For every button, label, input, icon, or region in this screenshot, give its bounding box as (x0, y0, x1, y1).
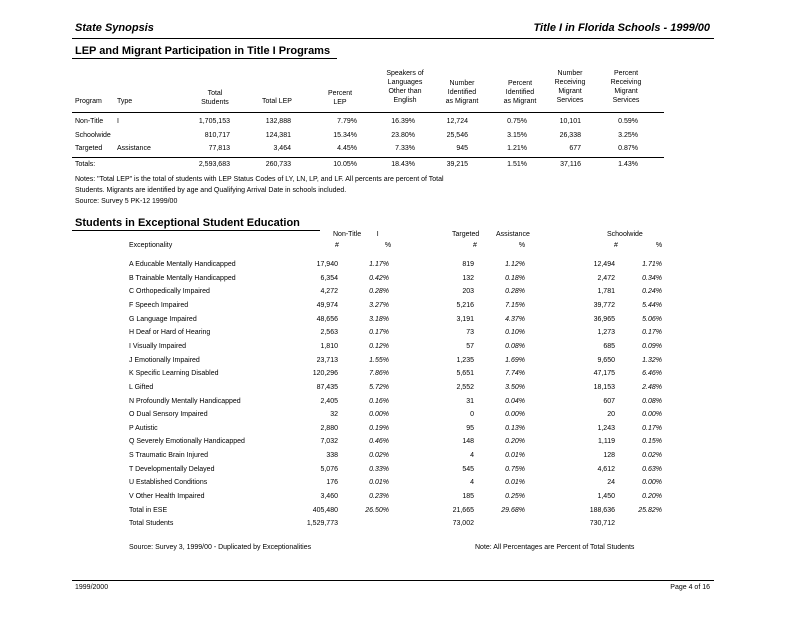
lep-cell-percent-identified: 0.75% (507, 118, 527, 125)
ese-row-targeted-number: 95 (466, 425, 474, 432)
ese-row-schoolwide-percent: 5.06% (642, 316, 662, 323)
ese-row-targeted-percent: 1.69% (505, 357, 525, 364)
ese-row-targeted-number: 73 (466, 329, 474, 336)
ese-row-nontitle-number: 2,880 (320, 425, 338, 432)
ese-total-students-targeted-number: 73,002 (452, 520, 474, 527)
ese-row-schoolwide-percent: 0.17% (642, 425, 662, 432)
ese-row-targeted-percent: 1.12% (505, 261, 525, 268)
col-percent-receiving-header: Percent Receiving Migrant Services (610, 70, 642, 104)
lep-source: Source: Survey 5 PK-12 1999/00 (75, 198, 178, 205)
ese-row-targeted-number: 5,216 (456, 302, 474, 309)
ese-percent-symbol: % (384, 242, 392, 249)
ese-row-nontitle-number: 7,032 (320, 438, 338, 445)
ese-row-nontitle-number: 176 (326, 479, 338, 486)
ese-row-targeted-number: 5,651 (456, 370, 474, 377)
ese-row-label: S Traumatic Brain Injured (129, 452, 208, 459)
ese-row-targeted-percent: 0.04% (505, 398, 525, 405)
ese-row-targeted-percent: 7.74% (505, 370, 525, 377)
ese-row-schoolwide-number: 685 (603, 343, 615, 350)
col-percent-identified-header: Percent Identified as Migrant (503, 80, 537, 105)
ese-row-targeted-number: 1,235 (456, 357, 474, 364)
header-rule (72, 38, 714, 39)
lep-cell-speakers: 7.33% (395, 145, 415, 152)
col-total-lep-header: Total LEP (262, 98, 292, 105)
ese-row-targeted-percent: 0.00% (505, 411, 525, 418)
lep-cell-number-receiving: 677 (569, 145, 581, 152)
lep-cell-total-lep: 124,381 (265, 132, 291, 139)
lep-section-title: LEP and Migrant Participation in Title I Programs (75, 45, 331, 57)
lep-cell-number-identified: 25,546 (446, 132, 468, 139)
col-program-header: Program (75, 98, 102, 105)
lep-cell-percent-lep: 15.34% (333, 132, 357, 139)
ese-row-label: T Developmentally Delayed (129, 466, 215, 473)
lep-totals-total-lep: 260,733 (265, 161, 291, 168)
ese-row-targeted-number: 4 (470, 479, 474, 486)
lep-cell-total: 810,717 (204, 132, 230, 139)
ese-row-targeted-percent: 4.37% (505, 316, 525, 323)
ese-row-nontitle-number: 6,354 (320, 275, 338, 282)
ese-total-students-label: Total Students (129, 520, 174, 527)
col-speakers-header: Speakers of Languages Other than English (386, 70, 424, 104)
lep-cell-program: Non-Title (75, 118, 104, 125)
ese-group-targeted: Targeted (452, 231, 480, 238)
ese-row-schoolwide-number: 1,119 (598, 438, 615, 445)
lep-cell-percent-receiving: 0.87% (618, 145, 638, 152)
ese-row-schoolwide-percent: 1.71% (642, 261, 662, 268)
lep-cell-speakers: 16.39% (391, 118, 415, 125)
ese-row-targeted-number: 545 (462, 466, 474, 473)
lep-cell-total-lep: 3,464 (273, 145, 291, 152)
ese-row-label: O Dual Sensory Impaired (129, 411, 208, 418)
ese-row-nontitle-number: 120,296 (312, 370, 338, 377)
lep-totals-number-identified: 39,215 (446, 161, 468, 168)
ese-row-targeted-percent: 0.13% (505, 425, 525, 432)
ese-row-label: J Emotionally Impaired (129, 357, 200, 364)
ese-row-targeted-percent: 0.10% (505, 329, 525, 336)
ese-row-schoolwide-percent: 6.46% (642, 370, 662, 377)
ese-total-ese-targeted-percent: 29.68% (501, 507, 525, 514)
ese-row-label: V Other Health Impaired (129, 493, 205, 500)
ese-number-symbol: # (614, 242, 618, 249)
ese-row-nontitle-percent: 0.16% (369, 398, 389, 405)
ese-source: Source: Survey 3, 1999/00 - Duplicated by Exceptionalities (129, 544, 312, 551)
lep-notes-line-2: Students. Migrants are identified by age and Qualifying Arrival Date in schools included. (75, 187, 347, 194)
ese-row-targeted-percent: 0.20% (505, 438, 525, 445)
lep-cell-number-receiving: 26,338 (559, 132, 581, 139)
ese-row-schoolwide-number: 9,650 (597, 357, 615, 364)
ese-row-label: C Orthopedically Impaired (129, 288, 210, 295)
col-number-identified-header: Number Identified as Migrant (445, 80, 479, 105)
ese-row-targeted-number: 57 (466, 343, 474, 350)
lep-cell-percent-identified: 1.21% (507, 145, 527, 152)
ese-row-nontitle-number: 23,713 (316, 357, 338, 364)
ese-row-targeted-percent: 0.25% (505, 493, 525, 500)
lep-totals-percent-receiving: 1.43% (618, 161, 638, 168)
ese-row-nontitle-percent: 0.12% (369, 343, 389, 350)
ese-row-nontitle-number: 17,940 (316, 261, 338, 268)
ese-row-targeted-percent: 0.75% (505, 466, 525, 473)
ese-row-schoolwide-number: 18,153 (593, 384, 615, 391)
ese-row-schoolwide-number: 1,450 (597, 493, 615, 500)
ese-total-ese-schoolwide-number: 188,636 (589, 507, 615, 514)
ese-note: Note: All Percentages are Percent of Total Students (475, 544, 635, 551)
ese-row-targeted-number: 0 (470, 411, 474, 418)
ese-row-schoolwide-number: 4,612 (597, 466, 615, 473)
ese-row-nontitle-number: 48,656 (316, 316, 338, 323)
ese-percent-symbol: % (518, 242, 526, 249)
ese-row-targeted-number: 819 (462, 261, 474, 268)
ese-row-schoolwide-percent: 0.09% (642, 343, 662, 350)
ese-row-nontitle-percent: 5.72% (369, 384, 389, 391)
ese-row-schoolwide-number: 20 (607, 411, 615, 418)
ese-row-label: N Profoundly Mentally Handicapped (129, 398, 241, 405)
ese-row-schoolwide-number: 39,772 (593, 302, 615, 309)
lep-totals-number-receiving: 37,116 (560, 161, 581, 168)
ese-row-targeted-number: 4 (470, 452, 474, 459)
ese-row-schoolwide-percent: 0.15% (642, 438, 662, 445)
ese-row-targeted-percent: 0.28% (505, 288, 525, 295)
ese-percent-symbol: % (655, 242, 663, 249)
ese-row-targeted-percent: 0.18% (505, 275, 525, 282)
ese-row-schoolwide-number: 24 (607, 479, 615, 486)
ese-row-schoolwide-number: 36,965 (593, 316, 615, 323)
ese-row-label: A Educable Mentally Handicapped (129, 261, 236, 268)
ese-exceptionality-header: Exceptionality (129, 242, 173, 249)
ese-row-nontitle-number: 1,810 (320, 343, 338, 350)
ese-row-targeted-number: 3,191 (456, 316, 474, 323)
lep-totals-percent-lep: 10.05% (333, 161, 357, 168)
ese-total-students-schoolwide-number: 730,712 (589, 520, 615, 527)
lep-cell-percent-receiving: 0.59% (618, 118, 638, 125)
ese-group-schoolwide: Schoolwide (607, 231, 643, 238)
lep-notes-line-1: Notes: "Total LEP" is the total of students with LEP Status Codes of LY, LN, LP, and LF. All percents are percent of Total (75, 176, 444, 183)
ese-row-nontitle-percent: 0.00% (369, 411, 389, 418)
ese-row-nontitle-percent: 1.17% (369, 261, 389, 268)
ese-row-label: F Speech Impaired (129, 302, 189, 309)
ese-row-nontitle-number: 338 (326, 452, 338, 459)
lep-cell-type: Assistance (117, 145, 151, 152)
lep-cell-speakers: 23.80% (391, 132, 415, 139)
ese-row-nontitle-percent: 0.33% (369, 466, 389, 473)
ese-row-label: B Trainable Mentally Handicapped (129, 275, 236, 282)
ese-row-label: P Autistic (129, 425, 158, 432)
page-header-right: Title I in Florida Schools - 1999/00 (533, 22, 710, 34)
ese-row-schoolwide-number: 1,273 (597, 329, 615, 336)
ese-number-symbol: # (473, 242, 477, 249)
ese-row-schoolwide-percent: 0.20% (642, 493, 662, 500)
ese-row-schoolwide-percent: 0.00% (642, 411, 662, 418)
ese-row-nontitle-number: 5,076 (320, 466, 338, 473)
lep-header-rule (72, 112, 664, 113)
ese-title-underline (72, 230, 320, 231)
footer-page-number: Page 4 of 16 (670, 584, 710, 591)
ese-row-targeted-percent: 3.50% (505, 384, 525, 391)
ese-row-schoolwide-number: 47,175 (593, 370, 615, 377)
ese-row-nontitle-percent: 0.19% (369, 425, 389, 432)
ese-total-ese-nontitle-number: 405,480 (312, 507, 338, 514)
ese-row-schoolwide-percent: 0.63% (642, 466, 662, 473)
ese-row-label: G Language Impaired (129, 316, 197, 323)
ese-row-schoolwide-number: 128 (603, 452, 615, 459)
ese-row-targeted-number: 185 (462, 493, 474, 500)
ese-row-schoolwide-number: 12,494 (593, 261, 615, 268)
ese-row-schoolwide-number: 1,781 (597, 288, 615, 295)
ese-row-schoolwide-number: 2,472 (597, 275, 615, 282)
lep-title-underline (72, 58, 337, 59)
ese-row-label: Q Severely Emotionally Handicapped (129, 438, 245, 445)
ese-row-targeted-percent: 0.08% (505, 343, 525, 350)
ese-row-targeted-percent: 0.01% (505, 479, 525, 486)
ese-row-label: H Deaf or Hard of Hearing (129, 329, 211, 336)
lep-cell-program: Schoolwide (75, 132, 111, 139)
ese-row-nontitle-percent: 7.86% (369, 370, 389, 377)
ese-row-nontitle-percent: 0.23% (369, 493, 389, 500)
lep-totals-percent-identified: 1.51% (507, 161, 527, 168)
ese-row-nontitle-percent: 0.17% (369, 329, 389, 336)
ese-group-assistance: Assistance (496, 231, 530, 238)
footer-rule (72, 580, 714, 581)
ese-row-schoolwide-percent: 0.00% (642, 479, 662, 486)
ese-total-ese-label: Total in ESE (129, 507, 168, 514)
ese-group-nontitle: Non-Title I (333, 231, 379, 238)
footer-date: 1999/2000 (75, 584, 109, 591)
ese-total-ese-nontitle-percent: 26.50% (365, 507, 389, 514)
lep-cell-percent-lep: 4.45% (337, 145, 357, 152)
ese-row-targeted-number: 203 (462, 288, 474, 295)
lep-totals-rule (72, 157, 664, 158)
lep-cell-total: 77,813 (208, 145, 230, 152)
lep-cell-total-lep: 132,888 (265, 118, 291, 125)
lep-cell-type: I (117, 118, 119, 125)
ese-row-nontitle-percent: 0.42% (369, 275, 389, 282)
col-type-header: Type (117, 98, 133, 105)
ese-total-ese-targeted-number: 21,665 (452, 507, 474, 514)
ese-total-ese-schoolwide-percent: 25.82% (638, 507, 662, 514)
ese-row-label: I Visually Impaired (129, 343, 187, 350)
ese-row-schoolwide-percent: 5.44% (642, 302, 662, 309)
lep-cell-percent-identified: 3.15% (507, 132, 527, 139)
ese-row-nontitle-percent: 0.01% (369, 479, 389, 486)
ese-row-targeted-percent: 0.01% (505, 452, 525, 459)
col-total-students-header: Total Students (201, 90, 229, 106)
ese-row-targeted-number: 2,552 (456, 384, 474, 391)
ese-row-nontitle-number: 87,435 (316, 384, 338, 391)
ese-row-label: K Specific Learning Disabled (129, 370, 219, 377)
ese-total-students-nontitle-number: 1,529,773 (306, 520, 338, 527)
ese-row-nontitle-number: 49,974 (316, 302, 338, 309)
page-header-left: State Synopsis (75, 22, 154, 34)
ese-row-nontitle-percent: 3.18% (369, 316, 389, 323)
lep-cell-total: 1,705,153 (198, 118, 230, 125)
ese-row-schoolwide-number: 1,243 (597, 425, 615, 432)
ese-row-targeted-number: 148 (462, 438, 474, 445)
lep-cell-number-identified: 945 (456, 145, 468, 152)
ese-row-nontitle-number: 2,563 (320, 329, 338, 336)
col-percent-lep-header: Percent LEP (327, 90, 353, 106)
ese-row-schoolwide-percent: 0.17% (642, 329, 662, 336)
lep-totals-label: Totals: (75, 161, 96, 168)
ese-row-schoolwide-percent: 0.34% (642, 275, 662, 282)
ese-row-targeted-number: 132 (462, 275, 474, 282)
ese-number-symbol: # (335, 242, 339, 249)
ese-row-nontitle-percent: 0.28% (369, 288, 389, 295)
ese-section-title: Students in Exceptional Student Education (75, 217, 300, 229)
lep-totals-speakers: 18.43% (391, 161, 415, 168)
ese-row-nontitle-number: 32 (330, 411, 338, 418)
lep-cell-number-identified: 12,724 (446, 118, 468, 125)
ese-row-schoolwide-percent: 0.08% (642, 398, 662, 405)
lep-cell-number-receiving: 10,101 (559, 118, 581, 125)
ese-row-nontitle-percent: 1.55% (369, 357, 389, 364)
ese-row-targeted-number: 31 (466, 398, 474, 405)
ese-row-nontitle-number: 3,460 (320, 493, 338, 500)
ese-row-label: L Gifted (129, 384, 154, 391)
ese-row-nontitle-number: 4,272 (320, 288, 338, 295)
ese-row-schoolwide-percent: 0.24% (642, 288, 662, 295)
ese-row-nontitle-percent: 0.46% (369, 438, 389, 445)
ese-row-schoolwide-percent: 2.48% (642, 384, 662, 391)
ese-row-nontitle-number: 2,405 (320, 398, 338, 405)
ese-row-schoolwide-percent: 1.32% (642, 357, 662, 364)
lep-totals-total: 2,593,683 (198, 161, 230, 168)
ese-row-label: U Established Conditions (129, 479, 208, 486)
lep-cell-program: Targeted (75, 145, 103, 152)
ese-row-targeted-percent: 7.15% (505, 302, 525, 309)
ese-row-schoolwide-number: 607 (603, 398, 615, 405)
lep-cell-percent-receiving: 3.25% (618, 132, 638, 139)
lep-cell-percent-lep: 7.79% (337, 118, 357, 125)
ese-row-nontitle-percent: 3.27% (369, 302, 389, 309)
col-number-receiving-header: Number Receiving Migrant Services (554, 70, 586, 104)
ese-row-nontitle-percent: 0.02% (369, 452, 389, 459)
ese-row-schoolwide-percent: 0.02% (642, 452, 662, 459)
